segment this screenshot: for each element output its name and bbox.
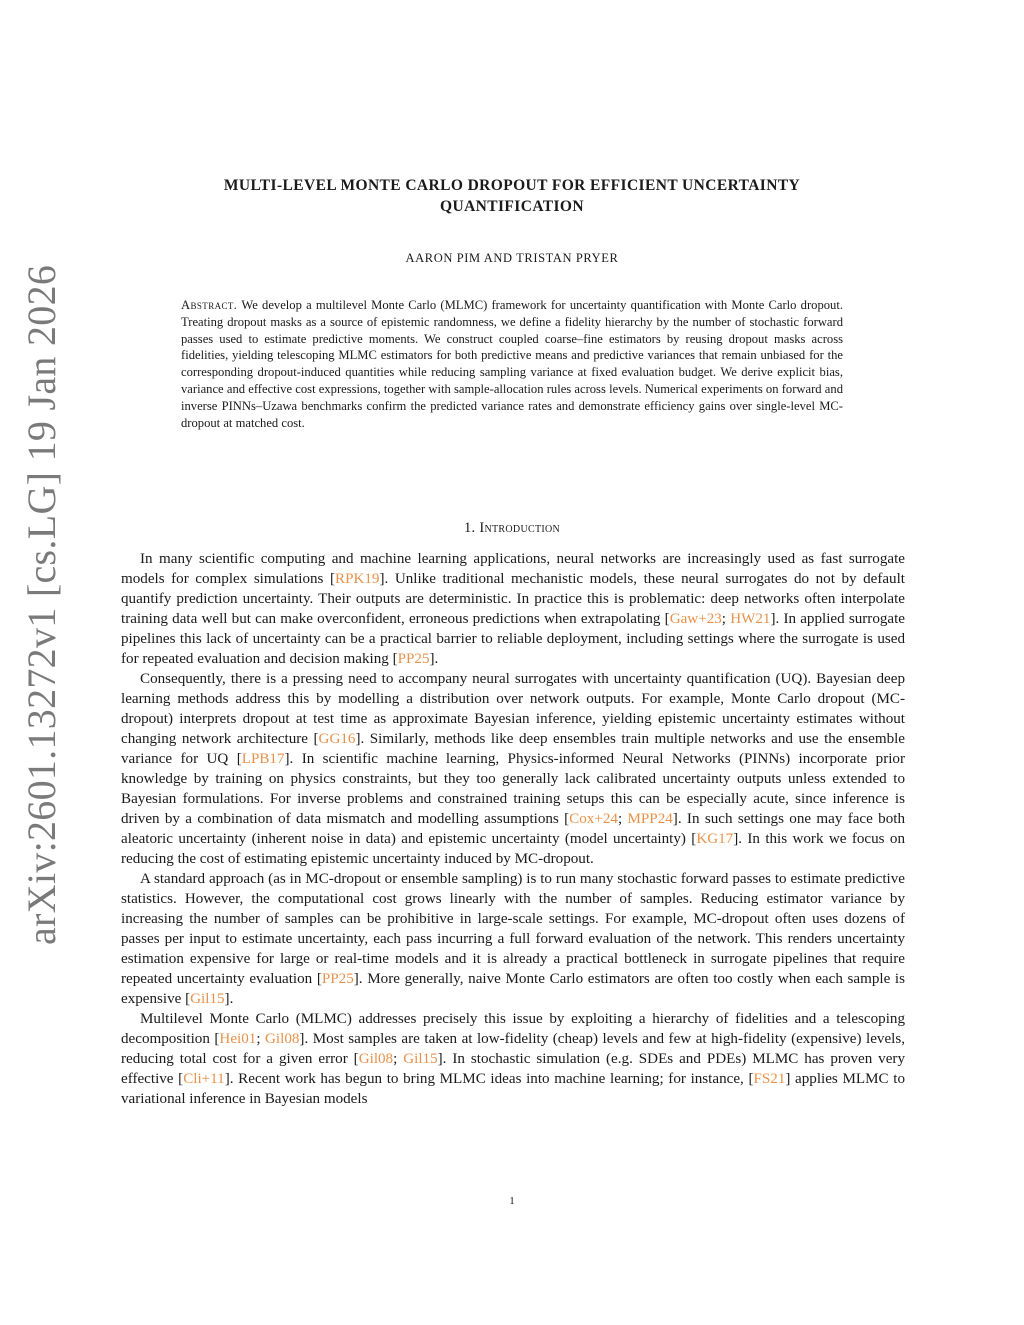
text-run: Consequently, there is a pressing need to accompany neural surrogates with uncertainty quantification (UQ). Bayesian deep learning methods address this by modelling a distribution over network outputs. For example, Monte Carlo dropout (MC-dropout) interprets dropout at test time as approximate Bayesian inference, yielding epistemic uncertainty estimates without changing network architecture [: [121, 671, 905, 747]
body-text: [121, 549, 905, 1109]
text-run: ;: [256, 1031, 266, 1047]
text-run: ].: [429, 651, 439, 667]
citation-link[interactable]: Hei01: [219, 1031, 257, 1047]
abstract-text: We develop a multilevel Monte Carlo (MLMC) framework for uncertainty quantification with Monte Carlo dropout. Treating dropout masks as a source of epistemic randomness, we define a fidelity hierarchy by the number of stochastic forward passes used to estimate predictive moments. We construct coupled coarse–fine estimators by reusing dropout masks across fidelities, yielding telescoping MLMC estimators for both predictive means and predictive variances that remain unbiased for the corresponding dropout-induced quantities while reducing sampling variance at fixed evaluation budget. We derive explicit bias, variance and effective cost expressions, together with sample-allocation rules across levels. Numerical experiments on forward and inverse PINNs–Uzawa benchmarks confirm the predicted variance rates and demonstrate efficiency gains over single-level MC-dropout at matched cost.: [181, 298, 843, 430]
text-run: ;: [393, 1051, 404, 1067]
page-number: 1: [509, 1195, 515, 1207]
citation-link[interactable]: HW21: [730, 611, 771, 627]
citation-link[interactable]: MPP24: [627, 811, 673, 827]
title-line-2: QUANTIFICATION: [440, 198, 584, 215]
text-run: ]. In scientific machine learning, Physics-informed Neural Networks (PINNs) incorporate prior knowledge by training on physics constraints, but they too generally lack calibrated uncertainty outputs unless extended to Bayesian formulations. For inverse problems and constrained training setups this can be especially acute, since inference is driven by a combination of data mismatch and modelling assumptions [: [121, 751, 905, 827]
paragraph-1: [121, 549, 905, 669]
citation-link[interactable]: KG17: [696, 831, 734, 847]
citation-link[interactable]: PP25: [397, 651, 430, 667]
citation-link[interactable]: LPB17: [241, 751, 285, 767]
citation-link[interactable]: FS21: [753, 1071, 786, 1087]
citation-link[interactable]: Gaw+23: [669, 611, 722, 627]
text-run: ]. In applied surrogate pipelines this lack of uncertainty can be a practical barrier to reliable deployment, including settings where the surrogate is used for repeated evaluation and decision making [: [121, 611, 906, 667]
text-run: A standard approach (as in MC-dropout or ensemble sampling) is to run many stochastic forward passes to estimate predictive statistics. However, the computational cost grows linearly with the number of samples. Reducing estimator variance by increasing the number of samples can be prohibitive in large-scale settings. For example, MC-dropout often uses dozens of passes per input to estimate uncertainty, each pass incurring a full forward evaluation of the network. This renders uncertainty estimation expensive for large or real-time models and it is already a practical bottleneck in surrogate pipelines that require repeated uncertainty evaluation [: [121, 871, 905, 987]
section-number: 1.: [463, 520, 476, 536]
paragraph-2: [121, 669, 905, 869]
paper-title: [120, 175, 904, 217]
abstract-label: Abstract.: [181, 298, 238, 312]
section-heading-introduction: [120, 520, 904, 537]
citation-link[interactable]: Gil15: [190, 991, 225, 1007]
text-run: ]. Unlike traditional mechanistic models, these neural surrogates do not by default quantify prediction uncertainty. Their outputs are deterministic. In practice this is problematic: deep networks often interpolate training data well but can make overconfident, erroneous predictions when extrapolating [: [121, 571, 905, 627]
citation-link[interactable]: GG16: [318, 731, 356, 747]
citation-link[interactable]: Gil15: [403, 1051, 438, 1067]
text-run: ] applies MLMC to variational inference in Bayesian models: [121, 1071, 905, 1107]
text-run: ]. More generally, naive Monte Carlo estimators are often too costly when each sample is expensive [: [121, 971, 906, 1007]
text-run: ]. In this work we focus on reducing the cost of estimating epistemic uncertainty induced by MC-dropout.: [121, 831, 905, 867]
citation-link[interactable]: PP25: [321, 971, 354, 987]
abstract: [181, 297, 843, 431]
text-run: ;: [721, 611, 731, 627]
text-run: In many scientific computing and machine learning applications, neural networks are increasingly used as fast surrogate models for complex simulations [: [121, 551, 905, 587]
text-run: ;: [617, 811, 628, 827]
citation-link[interactable]: Gil08: [358, 1051, 394, 1067]
text-run: ]. Most samples are taken at low-fidelity (cheap) levels and few at high-fidelity (expensive) levels, reducing total cost for a given error [: [121, 1031, 905, 1067]
title-line-1: MULTI-LEVEL MONTE CARLO DROPOUT FOR EFFICIENT UNCERTAINTY: [223, 177, 801, 194]
text-run: Multilevel Monte Carlo (MLMC) addresses precisely this issue by exploiting a hierarchy of fidelities and a telescoping decomposition [: [121, 1011, 905, 1047]
section-name: Introduction: [479, 520, 561, 536]
citation-link[interactable]: Cox+24: [569, 811, 618, 827]
text-run: ]. Similarly, methods like deep ensembles train multiple networks and use the ensemble variance for UQ [: [121, 731, 906, 767]
text-run: ].: [224, 991, 234, 1007]
citation-link[interactable]: RPK19: [335, 571, 380, 587]
arxiv-identifier-stamp: arXiv:2601.13272v1 [cs.LG] 19 Jan 2026: [19, 264, 64, 945]
paragraph-4: [121, 1009, 905, 1109]
text-run: ]. Recent work has begun to bring MLMC ideas into machine learning; for instance, [: [224, 1071, 754, 1087]
citation-link[interactable]: Cli+11: [183, 1071, 225, 1087]
text-run: ]. In stochastic simulation (e.g. SDEs and PDEs) MLMC has proven very effective [: [121, 1051, 906, 1087]
citation-link[interactable]: Gil08: [265, 1031, 300, 1047]
paragraph-3: [121, 869, 905, 1009]
text-run: ]. In such settings one may face both aleatoric uncertainty (inherent noise in data) and epistemic uncertainty (model uncertainty) [: [121, 811, 905, 847]
author-list: AARON PIM AND TRISTAN PRYER: [405, 251, 619, 265]
